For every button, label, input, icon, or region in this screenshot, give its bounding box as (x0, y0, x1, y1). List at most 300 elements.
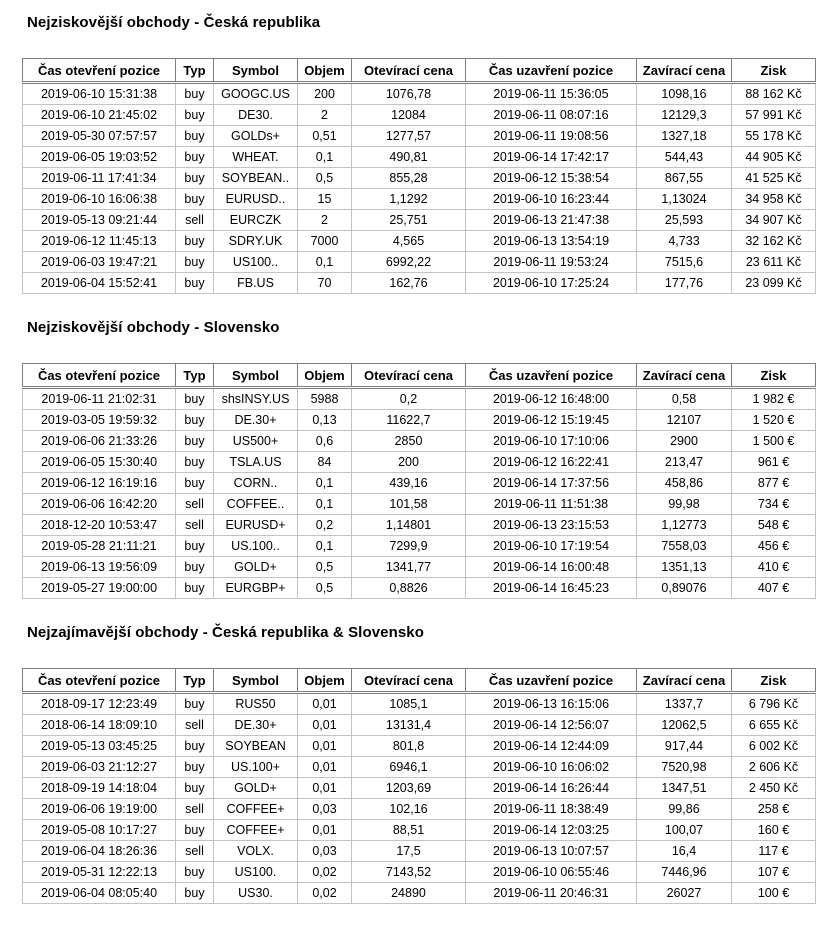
close-price-cell: 1,13024 (637, 189, 732, 210)
close-time-cell: 2019-06-13 23:15:53 (466, 515, 637, 536)
open-time-cell: 2019-06-05 15:30:40 (23, 452, 176, 473)
type-cell: buy (176, 883, 214, 904)
close-price-cell: 4,733 (637, 231, 732, 252)
profit-cell: 2 450 Kč (732, 778, 816, 799)
close-time-cell: 2019-06-11 15:36:05 (466, 83, 637, 105)
table-row (23, 431, 816, 452)
table-row (23, 715, 816, 736)
table-row (23, 410, 816, 431)
symbol-cell: FB.US (214, 273, 298, 294)
column-header-symbol: Symbol (214, 59, 298, 83)
close-time-cell: 2019-06-11 18:38:49 (466, 799, 637, 820)
close-time-cell: 2019-06-14 17:42:17 (466, 147, 637, 168)
close-price-cell: 177,76 (637, 273, 732, 294)
profit-cell: 6 796 Kč (732, 693, 816, 715)
close-time-cell: 2019-06-10 16:23:44 (466, 189, 637, 210)
column-header-volume: Objem (298, 669, 352, 693)
type-cell: sell (176, 494, 214, 515)
profit-cell: 1 520 € (732, 410, 816, 431)
symbol-cell: DE30. (214, 105, 298, 126)
volume-cell: 0,01 (298, 757, 352, 778)
symbol-cell: US500+ (214, 431, 298, 452)
volume-cell: 70 (298, 273, 352, 294)
table-row (23, 757, 816, 778)
open-price-cell: 0,8826 (352, 578, 466, 599)
profit-cell: 1 982 € (732, 388, 816, 410)
profit-cell: 160 € (732, 820, 816, 841)
type-cell: buy (176, 862, 214, 883)
volume-cell: 0,1 (298, 494, 352, 515)
profit-cell: 548 € (732, 515, 816, 536)
close-price-cell: 1327,18 (637, 126, 732, 147)
close-price-cell: 1098,16 (637, 83, 732, 105)
open-price-cell: 13131,4 (352, 715, 466, 736)
open-price-cell: 4,565 (352, 231, 466, 252)
open-price-cell: 1203,69 (352, 778, 466, 799)
open-time-cell: 2019-06-04 08:05:40 (23, 883, 176, 904)
symbol-cell: SOYBEAN.. (214, 168, 298, 189)
column-header-close-time: Čas uzavření pozice (466, 364, 637, 388)
table-row (23, 862, 816, 883)
type-cell: buy (176, 410, 214, 431)
close-price-cell: 12129,3 (637, 105, 732, 126)
open-price-cell: 12084 (352, 105, 466, 126)
volume-cell: 0,51 (298, 126, 352, 147)
symbol-cell: US100. (214, 862, 298, 883)
volume-cell: 0,03 (298, 799, 352, 820)
column-header-open-price: Otevírací cena (352, 364, 466, 388)
volume-cell: 0,5 (298, 557, 352, 578)
open-price-cell: 200 (352, 452, 466, 473)
profit-cell: 258 € (732, 799, 816, 820)
column-header-volume: Objem (298, 364, 352, 388)
open-time-cell: 2019-05-13 03:45:25 (23, 736, 176, 757)
close-time-cell: 2019-06-14 12:56:07 (466, 715, 637, 736)
trades-table (22, 58, 816, 294)
open-price-cell: 6946,1 (352, 757, 466, 778)
open-price-cell: 490,81 (352, 147, 466, 168)
report-section (22, 319, 837, 599)
table-row (23, 147, 816, 168)
table-body (23, 388, 816, 599)
table-row (23, 83, 816, 105)
type-cell: buy (176, 105, 214, 126)
close-time-cell: 2019-06-14 12:03:25 (466, 820, 637, 841)
profit-cell: 877 € (732, 473, 816, 494)
table-row (23, 736, 816, 757)
type-cell: buy (176, 83, 214, 105)
close-time-cell: 2019-06-14 16:45:23 (466, 578, 637, 599)
column-header-volume: Objem (298, 59, 352, 83)
column-header-close-time: Čas uzavření pozice (466, 669, 637, 693)
open-time-cell: 2019-06-10 15:31:38 (23, 83, 176, 105)
table-row (23, 841, 816, 862)
close-time-cell: 2019-06-11 08:07:16 (466, 105, 637, 126)
table-body (23, 83, 816, 294)
open-price-cell: 801,8 (352, 736, 466, 757)
symbol-cell: EURUSD+ (214, 515, 298, 536)
profit-cell: 734 € (732, 494, 816, 515)
header-row (23, 669, 816, 693)
open-price-cell: 7299,9 (352, 536, 466, 557)
open-price-cell: 6992,22 (352, 252, 466, 273)
symbol-cell: GOLDs+ (214, 126, 298, 147)
open-price-cell: 1277,57 (352, 126, 466, 147)
open-time-cell: 2019-05-30 07:57:57 (23, 126, 176, 147)
section-title: Nejziskovější obchody - Slovensko (27, 319, 280, 336)
symbol-cell: RUS50 (214, 693, 298, 715)
open-price-cell: 102,16 (352, 799, 466, 820)
symbol-cell: COFFEE+ (214, 820, 298, 841)
volume-cell: 2 (298, 105, 352, 126)
close-price-cell: 0,89076 (637, 578, 732, 599)
type-cell: buy (176, 252, 214, 273)
column-header-type: Typ (176, 364, 214, 388)
open-time-cell: 2019-03-05 19:59:32 (23, 410, 176, 431)
table-row (23, 388, 816, 410)
open-time-cell: 2019-05-08 10:17:27 (23, 820, 176, 841)
profit-cell: 117 € (732, 841, 816, 862)
open-price-cell: 25,751 (352, 210, 466, 231)
close-time-cell: 2019-06-11 20:46:31 (466, 883, 637, 904)
type-cell: sell (176, 799, 214, 820)
volume-cell: 0,1 (298, 473, 352, 494)
table-row (23, 189, 816, 210)
close-time-cell: 2019-06-13 16:15:06 (466, 693, 637, 715)
trades-table (22, 363, 816, 599)
type-cell: sell (176, 210, 214, 231)
close-price-cell: 25,593 (637, 210, 732, 231)
symbol-cell: EURGBP+ (214, 578, 298, 599)
close-price-cell: 917,44 (637, 736, 732, 757)
open-price-cell: 2850 (352, 431, 466, 452)
close-price-cell: 867,55 (637, 168, 732, 189)
open-time-cell: 2019-06-06 16:42:20 (23, 494, 176, 515)
table-body (23, 693, 816, 904)
table-row (23, 515, 816, 536)
volume-cell: 0,5 (298, 578, 352, 599)
open-price-cell: 1085,1 (352, 693, 466, 715)
open-price-cell: 11622,7 (352, 410, 466, 431)
close-price-cell: 458,86 (637, 473, 732, 494)
profit-cell: 100 € (732, 883, 816, 904)
profit-cell: 456 € (732, 536, 816, 557)
column-header-open-time: Čas otevření pozice (23, 669, 176, 693)
close-time-cell: 2019-06-14 16:00:48 (466, 557, 637, 578)
column-header-symbol: Symbol (214, 364, 298, 388)
symbol-cell: GOLD+ (214, 778, 298, 799)
profit-cell: 57 991 Kč (732, 105, 816, 126)
column-header-profit: Zisk (732, 364, 816, 388)
symbol-cell: VOLX. (214, 841, 298, 862)
symbol-cell: GOOGC.US (214, 83, 298, 105)
open-price-cell: 855,28 (352, 168, 466, 189)
close-time-cell: 2019-06-14 17:37:56 (466, 473, 637, 494)
close-time-cell: 2019-06-12 16:48:00 (466, 388, 637, 410)
open-time-cell: 2019-06-04 18:26:36 (23, 841, 176, 862)
report-section (22, 14, 837, 294)
close-time-cell: 2019-06-12 15:19:45 (466, 410, 637, 431)
type-cell: buy (176, 273, 214, 294)
column-header-close-time: Čas uzavření pozice (466, 59, 637, 83)
close-time-cell: 2019-06-11 11:51:38 (466, 494, 637, 515)
table-row (23, 452, 816, 473)
symbol-cell: TSLA.US (214, 452, 298, 473)
column-header-open-price: Otevírací cena (352, 669, 466, 693)
type-cell: buy (176, 126, 214, 147)
symbol-cell: GOLD+ (214, 557, 298, 578)
profit-cell: 32 162 Kč (732, 231, 816, 252)
symbol-cell: WHEAT. (214, 147, 298, 168)
open-time-cell: 2019-05-31 12:22:13 (23, 862, 176, 883)
profit-cell: 23 099 Kč (732, 273, 816, 294)
close-time-cell: 2019-06-13 21:47:38 (466, 210, 637, 231)
symbol-cell: DE.30+ (214, 715, 298, 736)
table-row (23, 473, 816, 494)
volume-cell: 15 (298, 189, 352, 210)
table-row (23, 126, 816, 147)
close-price-cell: 1351,13 (637, 557, 732, 578)
symbol-cell: DE.30+ (214, 410, 298, 431)
open-time-cell: 2019-06-12 11:45:13 (23, 231, 176, 252)
close-price-cell: 1337,7 (637, 693, 732, 715)
type-cell: buy (176, 736, 214, 757)
type-cell: buy (176, 473, 214, 494)
open-price-cell: 7143,52 (352, 862, 466, 883)
table-row (23, 231, 816, 252)
symbol-cell: SOYBEAN (214, 736, 298, 757)
open-time-cell: 2018-09-17 12:23:49 (23, 693, 176, 715)
close-price-cell: 99,86 (637, 799, 732, 820)
symbol-cell: US30. (214, 883, 298, 904)
volume-cell: 0,01 (298, 820, 352, 841)
table-row (23, 105, 816, 126)
open-time-cell: 2019-06-10 21:45:02 (23, 105, 176, 126)
open-price-cell: 1,1292 (352, 189, 466, 210)
column-header-open-price: Otevírací cena (352, 59, 466, 83)
volume-cell: 0,1 (298, 147, 352, 168)
open-time-cell: 2019-06-11 21:02:31 (23, 388, 176, 410)
symbol-cell: EURCZK (214, 210, 298, 231)
open-price-cell: 1341,77 (352, 557, 466, 578)
type-cell: sell (176, 841, 214, 862)
close-price-cell: 2900 (637, 431, 732, 452)
close-price-cell: 12107 (637, 410, 732, 431)
open-time-cell: 2019-06-13 19:56:09 (23, 557, 176, 578)
volume-cell: 0,01 (298, 693, 352, 715)
close-price-cell: 99,98 (637, 494, 732, 515)
profit-cell: 6 002 Kč (732, 736, 816, 757)
table-row (23, 168, 816, 189)
table-row (23, 536, 816, 557)
column-header-close-price: Zavírací cena (637, 669, 732, 693)
open-price-cell: 1,14801 (352, 515, 466, 536)
open-time-cell: 2019-05-28 21:11:21 (23, 536, 176, 557)
type-cell: buy (176, 168, 214, 189)
close-price-cell: 7520,98 (637, 757, 732, 778)
type-cell: buy (176, 578, 214, 599)
close-time-cell: 2019-06-10 17:25:24 (466, 273, 637, 294)
column-header-symbol: Symbol (214, 669, 298, 693)
close-price-cell: 12062,5 (637, 715, 732, 736)
close-time-cell: 2019-06-10 17:19:54 (466, 536, 637, 557)
volume-cell: 0,2 (298, 515, 352, 536)
volume-cell: 84 (298, 452, 352, 473)
type-cell: buy (176, 778, 214, 799)
close-price-cell: 26027 (637, 883, 732, 904)
open-price-cell: 101,58 (352, 494, 466, 515)
profit-cell: 88 162 Kč (732, 83, 816, 105)
symbol-cell: EURUSD.. (214, 189, 298, 210)
symbol-cell: US.100+ (214, 757, 298, 778)
type-cell: buy (176, 693, 214, 715)
close-time-cell: 2019-06-13 10:07:57 (466, 841, 637, 862)
open-time-cell: 2019-05-27 19:00:00 (23, 578, 176, 599)
type-cell: buy (176, 757, 214, 778)
type-cell: buy (176, 820, 214, 841)
close-time-cell: 2019-06-10 06:55:46 (466, 862, 637, 883)
section-title: Nejzajímavější obchody - Česká republika & Slovensko (27, 624, 425, 641)
close-time-cell: 2019-06-11 19:53:24 (466, 252, 637, 273)
volume-cell: 7000 (298, 231, 352, 252)
header-row (23, 364, 816, 388)
open-price-cell: 17,5 (352, 841, 466, 862)
open-time-cell: 2018-09-19 14:18:04 (23, 778, 176, 799)
table-row (23, 578, 816, 599)
open-time-cell: 2019-05-13 09:21:44 (23, 210, 176, 231)
profit-cell: 1 500 € (732, 431, 816, 452)
open-time-cell: 2019-06-06 21:33:26 (23, 431, 176, 452)
type-cell: buy (176, 431, 214, 452)
type-cell: buy (176, 557, 214, 578)
profit-cell: 961 € (732, 452, 816, 473)
profit-cell: 2 606 Kč (732, 757, 816, 778)
volume-cell: 2 (298, 210, 352, 231)
table-row (23, 273, 816, 294)
symbol-cell: COFFEE.. (214, 494, 298, 515)
type-cell: buy (176, 147, 214, 168)
column-header-open-time: Čas otevření pozice (23, 59, 176, 83)
profit-cell: 44 905 Kč (732, 147, 816, 168)
close-time-cell: 2019-06-12 16:22:41 (466, 452, 637, 473)
open-time-cell: 2019-06-05 19:03:52 (23, 147, 176, 168)
open-time-cell: 2019-06-10 16:06:38 (23, 189, 176, 210)
symbol-cell: shsINSY.US (214, 388, 298, 410)
volume-cell: 0,6 (298, 431, 352, 452)
close-price-cell: 1347,51 (637, 778, 732, 799)
table-row (23, 693, 816, 715)
volume-cell: 0,02 (298, 862, 352, 883)
column-header-close-price: Zavírací cena (637, 59, 732, 83)
profit-cell: 55 178 Kč (732, 126, 816, 147)
symbol-cell: US100.. (214, 252, 298, 273)
table-row (23, 799, 816, 820)
open-price-cell: 439,16 (352, 473, 466, 494)
type-cell: sell (176, 515, 214, 536)
close-time-cell: 2019-06-14 12:44:09 (466, 736, 637, 757)
close-time-cell: 2019-06-10 16:06:02 (466, 757, 637, 778)
open-price-cell: 1076,78 (352, 83, 466, 105)
volume-cell: 200 (298, 83, 352, 105)
close-price-cell: 16,4 (637, 841, 732, 862)
volume-cell: 0,01 (298, 736, 352, 757)
trades-table (22, 668, 816, 904)
symbol-cell: COFFEE+ (214, 799, 298, 820)
close-price-cell: 7558,03 (637, 536, 732, 557)
header-row (23, 59, 816, 83)
close-price-cell: 7515,6 (637, 252, 732, 273)
close-price-cell: 7446,96 (637, 862, 732, 883)
volume-cell: 5988 (298, 388, 352, 410)
close-price-cell: 100,07 (637, 820, 732, 841)
volume-cell: 0,03 (298, 841, 352, 862)
type-cell: buy (176, 452, 214, 473)
close-time-cell: 2019-06-12 15:38:54 (466, 168, 637, 189)
table-row (23, 557, 816, 578)
open-time-cell: 2019-06-06 19:19:00 (23, 799, 176, 820)
volume-cell: 0,02 (298, 883, 352, 904)
profit-cell: 407 € (732, 578, 816, 599)
type-cell: buy (176, 189, 214, 210)
open-time-cell: 2019-06-11 17:41:34 (23, 168, 176, 189)
column-header-open-time: Čas otevření pozice (23, 364, 176, 388)
profit-cell: 23 611 Kč (732, 252, 816, 273)
table-row (23, 252, 816, 273)
type-cell: sell (176, 715, 214, 736)
open-time-cell: 2019-06-03 21:12:27 (23, 757, 176, 778)
volume-cell: 0,01 (298, 715, 352, 736)
volume-cell: 0,01 (298, 778, 352, 799)
open-time-cell: 2019-06-12 16:19:16 (23, 473, 176, 494)
column-header-profit: Zisk (732, 59, 816, 83)
volume-cell: 0,1 (298, 252, 352, 273)
close-time-cell: 2019-06-10 17:10:06 (466, 431, 637, 452)
table-row (23, 820, 816, 841)
column-header-profit: Zisk (732, 669, 816, 693)
table-row (23, 494, 816, 515)
profit-cell: 34 958 Kč (732, 189, 816, 210)
open-price-cell: 88,51 (352, 820, 466, 841)
open-time-cell: 2019-06-04 15:52:41 (23, 273, 176, 294)
open-time-cell: 2019-06-03 19:47:21 (23, 252, 176, 273)
profit-cell: 41 525 Kč (732, 168, 816, 189)
close-price-cell: 213,47 (637, 452, 732, 473)
open-time-cell: 2018-06-14 18:09:10 (23, 715, 176, 736)
report-section (22, 624, 837, 904)
symbol-cell: CORN.. (214, 473, 298, 494)
open-price-cell: 24890 (352, 883, 466, 904)
column-header-type: Typ (176, 59, 214, 83)
open-time-cell: 2018-12-20 10:53:47 (23, 515, 176, 536)
symbol-cell: US.100.. (214, 536, 298, 557)
volume-cell: 0,13 (298, 410, 352, 431)
table-row (23, 210, 816, 231)
volume-cell: 0,1 (298, 536, 352, 557)
symbol-cell: SDRY.UK (214, 231, 298, 252)
volume-cell: 0,5 (298, 168, 352, 189)
column-header-close-price: Zavírací cena (637, 364, 732, 388)
close-time-cell: 2019-06-11 19:08:56 (466, 126, 637, 147)
profit-cell: 6 655 Kč (732, 715, 816, 736)
profit-cell: 34 907 Kč (732, 210, 816, 231)
open-price-cell: 0,2 (352, 388, 466, 410)
type-cell: buy (176, 231, 214, 252)
table-row (23, 778, 816, 799)
open-price-cell: 162,76 (352, 273, 466, 294)
section-title: Nejziskovější obchody - Česká republika (27, 14, 321, 31)
column-header-type: Typ (176, 669, 214, 693)
type-cell: buy (176, 388, 214, 410)
